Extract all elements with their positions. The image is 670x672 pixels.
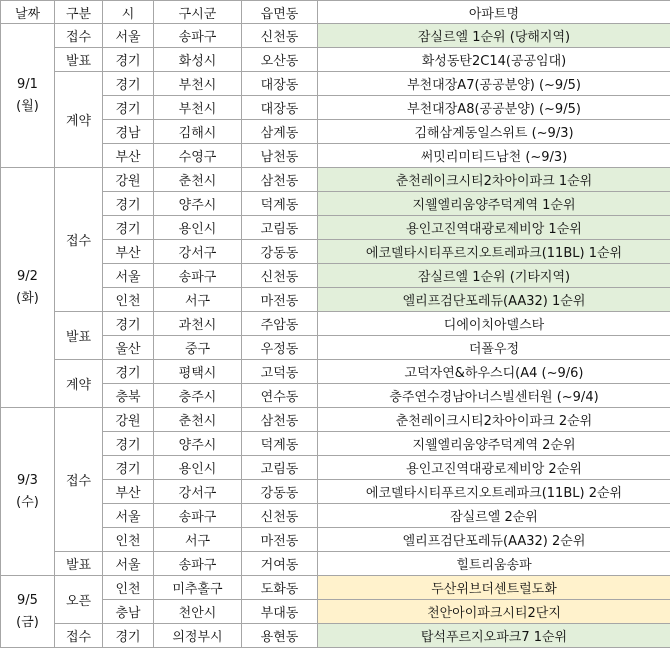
district-cell: 중구	[154, 336, 242, 360]
province-cell: 서울	[103, 264, 154, 288]
district-cell: 미추홀구	[154, 576, 242, 600]
apartment-cell: 천안아이파크시티2단지	[318, 600, 670, 624]
district-cell: 송파구	[154, 264, 242, 288]
province-cell: 강원	[103, 408, 154, 432]
dong-cell: 고덕동	[242, 360, 318, 384]
category-cell: 발표	[55, 312, 103, 360]
apartment-cell: 써밋리미티드남천 (~9/3)	[318, 144, 670, 168]
province-cell: 서울	[103, 552, 154, 576]
dong-cell: 덕계동	[242, 432, 318, 456]
apartment-cell: 엘리프검단포레듀(AA32) 2순위	[318, 528, 670, 552]
dong-cell: 용현동	[242, 624, 318, 648]
dong-cell: 삼계동	[242, 120, 318, 144]
apartment-cell: 부천대장A8(공공분양) (~9/5)	[318, 96, 670, 120]
district-cell: 춘천시	[154, 168, 242, 192]
dong-cell: 부대동	[242, 600, 318, 624]
district-cell: 화성시	[154, 48, 242, 72]
province-cell: 인천	[103, 288, 154, 312]
district-cell: 부천시	[154, 72, 242, 96]
province-cell: 부산	[103, 144, 154, 168]
weekday-label: (수)	[16, 494, 39, 510]
dong-cell: 연수동	[242, 384, 318, 408]
table-row	[1, 408, 670, 432]
apartment-cell: 지웰엘리움양주덕계역 2순위	[318, 432, 670, 456]
district-cell: 평택시	[154, 360, 242, 384]
district-cell: 송파구	[154, 552, 242, 576]
apartment-cell: 지웰엘리움양주덕계역 1순위	[318, 192, 670, 216]
district-cell: 용인시	[154, 216, 242, 240]
table-row	[1, 312, 670, 336]
date-cell	[1, 408, 55, 576]
dong-cell: 신천동	[242, 504, 318, 528]
dong-cell: 신천동	[242, 264, 318, 288]
province-cell: 경기	[103, 192, 154, 216]
apartment-cell: 에코델타시티푸르지오트레파크(11BL) 2순위	[318, 480, 670, 504]
apartment-cell: 용인고진역대광로제비앙 2순위	[318, 456, 670, 480]
district-cell: 용인시	[154, 456, 242, 480]
district-cell: 강서구	[154, 240, 242, 264]
weekday-label: (화)	[16, 290, 39, 306]
table-row	[1, 360, 670, 384]
province-cell: 경기	[103, 48, 154, 72]
province-cell: 서울	[103, 504, 154, 528]
category-cell: 접수	[55, 624, 103, 648]
district-cell: 과천시	[154, 312, 242, 336]
dong-cell: 주암동	[242, 312, 318, 336]
apartment-cell: 디에이치아델스타	[318, 312, 670, 336]
dong-cell: 마전동	[242, 288, 318, 312]
district-cell: 서구	[154, 528, 242, 552]
province-cell: 충북	[103, 384, 154, 408]
apartment-cell: 두산위브더센트럴도화	[318, 576, 670, 600]
dong-cell: 삼천동	[242, 168, 318, 192]
category-cell: 계약	[55, 360, 103, 408]
apartment-cell: 춘천레이크시티2차아이파크 2순위	[318, 408, 670, 432]
apartment-cell: 잠실르엘 2순위	[318, 504, 670, 528]
dong-cell: 삼천동	[242, 408, 318, 432]
table-body	[1, 24, 670, 648]
apartment-cell: 탑석푸르지오파크7 1순위	[318, 624, 670, 648]
province-cell: 경기	[103, 72, 154, 96]
district-cell: 강서구	[154, 480, 242, 504]
province-cell: 인천	[103, 528, 154, 552]
category-cell: 계약	[55, 72, 103, 168]
district-cell: 의정부시	[154, 624, 242, 648]
category-cell: 오픈	[55, 576, 103, 624]
district-cell: 부천시	[154, 96, 242, 120]
province-cell: 경기	[103, 96, 154, 120]
dong-cell: 덕계동	[242, 192, 318, 216]
district-cell: 수영구	[154, 144, 242, 168]
province-cell: 경기	[103, 624, 154, 648]
province-cell: 인천	[103, 576, 154, 600]
province-cell: 부산	[103, 480, 154, 504]
district-cell: 춘천시	[154, 408, 242, 432]
weekday-label: (금)	[16, 614, 39, 630]
apartment-cell: 용인고진역대광로제비앙 1순위	[318, 216, 670, 240]
header-province: 시	[103, 1, 154, 24]
district-cell: 김해시	[154, 120, 242, 144]
date-label: 9/1	[17, 76, 38, 92]
table-row	[1, 72, 670, 96]
apartment-cell: 화성동탄2C14(공공임대)	[318, 48, 670, 72]
date-label: 9/2	[17, 268, 38, 284]
province-cell: 경기	[103, 432, 154, 456]
date-cell	[1, 24, 55, 168]
dong-cell: 도화동	[242, 576, 318, 600]
province-cell: 울산	[103, 336, 154, 360]
table-row	[1, 576, 670, 600]
date-cell	[1, 168, 55, 408]
district-cell: 충주시	[154, 384, 242, 408]
province-cell: 경기	[103, 216, 154, 240]
province-cell: 서울	[103, 24, 154, 48]
category-cell: 발표	[55, 552, 103, 576]
dong-cell: 강동동	[242, 240, 318, 264]
header-dong: 읍면동	[242, 1, 318, 24]
header-category: 구분	[55, 1, 103, 24]
province-cell: 충남	[103, 600, 154, 624]
header-apartment: 아파트명	[318, 1, 670, 24]
province-cell: 경기	[103, 456, 154, 480]
dong-cell: 거여동	[242, 552, 318, 576]
dong-cell: 마전동	[242, 528, 318, 552]
table-row	[1, 624, 670, 648]
province-cell: 경기	[103, 312, 154, 336]
dong-cell: 대장동	[242, 96, 318, 120]
district-cell: 송파구	[154, 504, 242, 528]
table-row	[1, 24, 670, 48]
weekday-label: (월)	[16, 98, 39, 114]
apartment-cell: 잠실르엘 1순위 (당해지역)	[318, 24, 670, 48]
table-row	[1, 552, 670, 576]
dong-cell: 강동동	[242, 480, 318, 504]
category-cell: 접수	[55, 24, 103, 48]
dong-cell: 우정동	[242, 336, 318, 360]
apartment-cell: 잠실르엘 1순위 (기타지역)	[318, 264, 670, 288]
apartment-cell: 충주연수경남아너스빌센터원 (~9/4)	[318, 384, 670, 408]
province-cell: 부산	[103, 240, 154, 264]
dong-cell: 고림동	[242, 456, 318, 480]
province-cell: 경남	[103, 120, 154, 144]
table-row	[1, 168, 670, 192]
apartment-cell: 부천대장A7(공공분양) (~9/5)	[318, 72, 670, 96]
category-cell: 접수	[55, 168, 103, 312]
district-cell: 서구	[154, 288, 242, 312]
province-cell: 경기	[103, 360, 154, 384]
apartment-cell: 엘리프검단포레듀(AA32) 1순위	[318, 288, 670, 312]
district-cell: 송파구	[154, 24, 242, 48]
header-district: 구시군	[154, 1, 242, 24]
dong-cell: 대장동	[242, 72, 318, 96]
dong-cell: 남천동	[242, 144, 318, 168]
province-cell: 강원	[103, 168, 154, 192]
apartment-cell: 고덕자연&하우스디(A4 (~9/6)	[318, 360, 670, 384]
apartment-cell: 더폴우정	[318, 336, 670, 360]
date-label: 9/5	[17, 592, 38, 608]
header-date: 날짜	[1, 1, 55, 24]
district-cell: 양주시	[154, 432, 242, 456]
date-cell	[1, 576, 55, 648]
header-row	[1, 1, 670, 24]
apartment-cell: 춘천레이크시티2차아이파크 1순위	[318, 168, 670, 192]
apartment-cell: 에코델타시티푸르지오트레파크(11BL) 1순위	[318, 240, 670, 264]
category-cell: 발표	[55, 48, 103, 72]
district-cell: 양주시	[154, 192, 242, 216]
apartment-cell: 김해삼계동일스위트 (~9/3)	[318, 120, 670, 144]
dong-cell: 고림동	[242, 216, 318, 240]
category-cell: 접수	[55, 408, 103, 552]
district-cell: 천안시	[154, 600, 242, 624]
dong-cell: 신천동	[242, 24, 318, 48]
apartment-cell: 힐트리움송파	[318, 552, 670, 576]
dong-cell: 오산동	[242, 48, 318, 72]
date-label: 9/3	[17, 472, 38, 488]
table-row	[1, 48, 670, 72]
